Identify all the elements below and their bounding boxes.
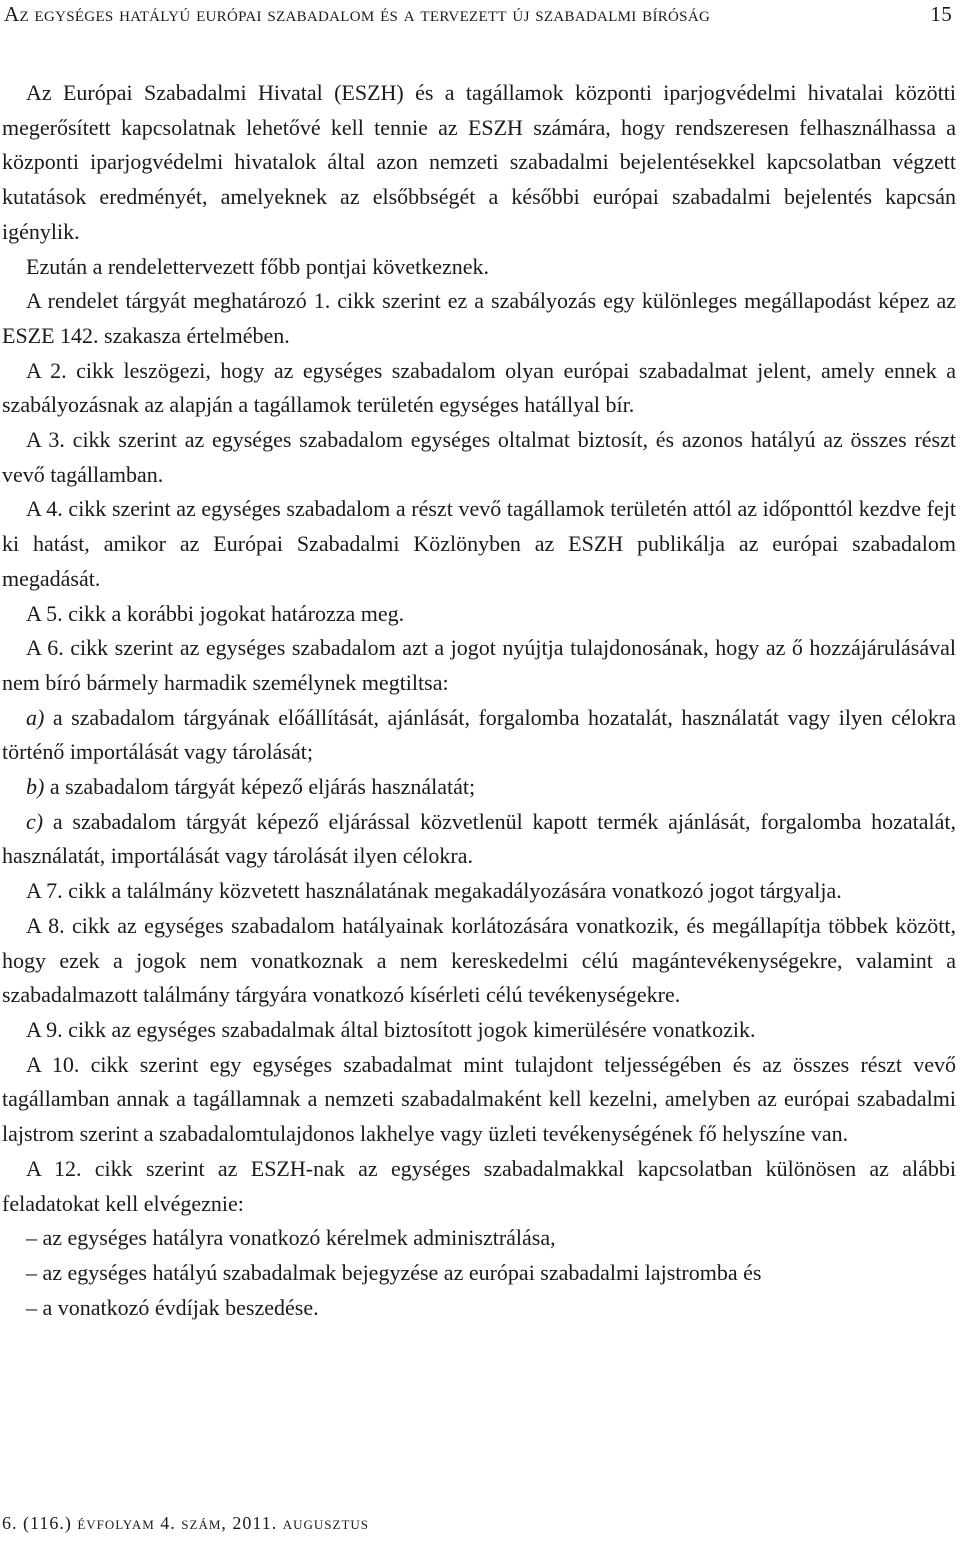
dash-item: – a vonatkozó évdíjak beszedése.	[26, 1294, 319, 1320]
dash-item: – az egységes hatályú szabadalmak bejegyzése az európai szabadalmi lajstromba és	[26, 1259, 762, 1285]
paragraph: A 7. cikk a találmány közvetett használatának megakadályozására vonatkozó jogot tárgyalja.	[26, 878, 842, 904]
list-item: a) a szabadalom tárgyának előállítását, ajánlását, forgalomba hozatalát, használatát vagy ilyen célokra történő importálását vagy tárolását;	[2, 704, 956, 765]
list-marker: c)	[26, 808, 44, 834]
paragraph: A 5. cikk a korábbi jogokat határozza meg.	[26, 600, 405, 626]
paragraph: A 3. cikk szerint az egységes szabadalom egységes oltalmat biztosít, és azonos hatályú az összes részt vevő tagállamban.	[2, 427, 956, 487]
list-marker: a)	[26, 704, 45, 730]
paragraph: A 2. cikk leszögezi, hogy az egységes szabadalom olyan európai szabadalmat jelent, amely ennek a szabályozásnak az alapján a tagállamok területén egységes hatállyal bír.	[2, 357, 956, 418]
dash-item: – az egységes hatályra vonatkozó kérelmek adminisztrálása,	[26, 1225, 556, 1251]
running-header	[4, 2, 952, 27]
paragraph: A 8. cikk az egységes szabadalom hatályainak korlátozására vonatkozik, és megállapítja többek között, hogy ezek a jogok nem vonatkoznak a nem kereskedelmi célú magántevékenységekre, valamint a szabadalmazott találmány tárgyára vonatkozó kísérleti célú tevékenységekre.	[2, 912, 956, 1008]
issue-footer: 6. (116.) évfolyam 4. szám, 2011. augusztus	[2, 1513, 370, 1533]
paragraph: A 6. cikk szerint az egységes szabadalom azt a jogot nyújtja tulajdonosának, hogy az ő hozzájárulásával nem bíró bármely harmadik személynek megtiltsa:	[2, 635, 956, 695]
paragraph: A rendelet tárgyát meghatározó 1. cikk szerint ez a szabályozás egy különleges megállapodást képez az ESZE 142. szakasza értelmében.	[2, 288, 956, 348]
running-title: Az egységes hatályú európai szabadalom és a tervezett új szabadalmi bíróság	[4, 2, 711, 26]
paragraph: Az Európai Szabadalmi Hivatal (ESZH) és a tagállamok központi iparjogvédelmi hivatalai közötti megerősített kapcsolatnak lehetővé kell tennie az ESZH számára, hogy rendszeresen felhasználhassa a központi iparjogvédelmi hivatalok által azon nemzeti szabadalmi bejelentésekkel kapcsolatban végzett kutatások eredményét, amelyeknek az elsőbbségét a későbbi európai szabadalmi bejelentés kapcsán igénylik.	[2, 80, 956, 244]
page-number: 15	[930, 2, 952, 26]
list-item: b) a szabadalom tárgyát képező eljárás használatát;	[26, 774, 476, 800]
paragraph: A 9. cikk az egységes szabadalmak által biztosított jogok kimerülésére vonatkozik.	[26, 1016, 756, 1042]
list-marker: b)	[26, 774, 45, 800]
paragraph: A 10. cikk szerint egy egységes szabadalmat mint tulajdont teljességében és az összes részt vevő tagállamban annak a tagállamnak a nemzeti szabadalmaként kell kezelni, amelyben az európai szabadalmi lajstrom szerint a szabadalomtulajdonos lakhelye vagy üzleti tevékenységének fő helyszíne van.	[2, 1051, 956, 1147]
paragraph: Ezután a rendelettervezett főbb pontjai következnek.	[26, 253, 490, 279]
paragraph: A 12. cikk szerint az ESZH-nak az egységes szabadalmakkal kapcsolatban különösen az alábbi feladatokat kell elvégeznie:	[2, 1155, 956, 1216]
list-item: c) a szabadalom tárgyát képező eljárással közvetlenül kapott termék ajánlását, forgalomba hozatalát, használatát, importálását vagy tárolását ilyen célokra.	[2, 808, 956, 869]
body-text	[2, 76, 956, 1325]
paragraph: A 4. cikk szerint az egységes szabadalom a részt vevő tagállamok területén attól az időponttól kezdve fejt ki hatást, amikor az Európai Szabadalmi Közlönyben az ESZH publikálja az európai szabadalom megadását.	[2, 496, 956, 591]
